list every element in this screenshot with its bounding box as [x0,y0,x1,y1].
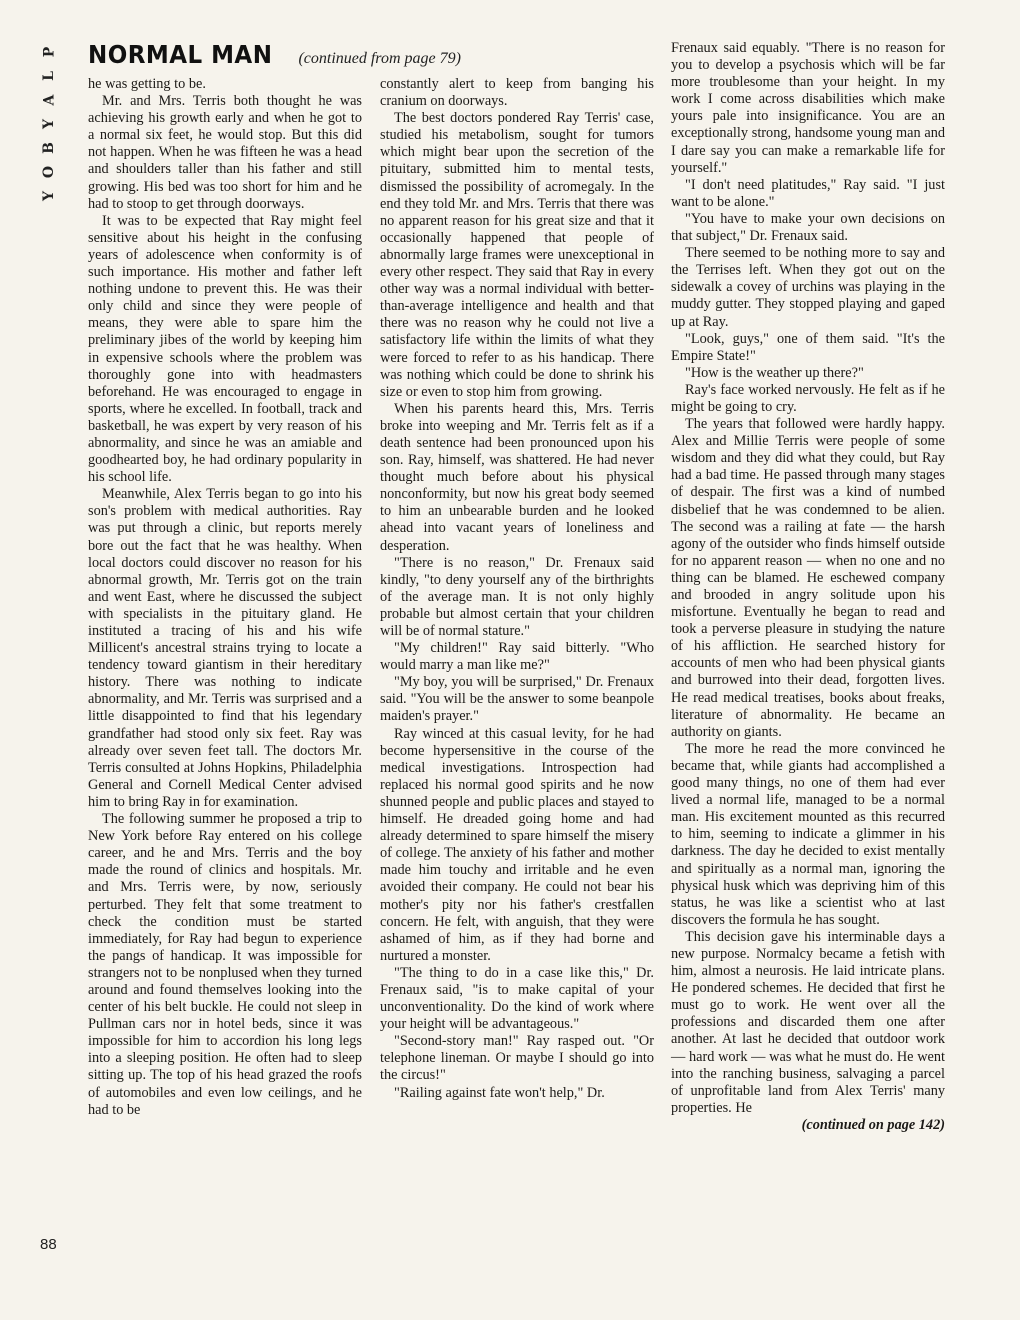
paragraph: It was to be expected that Ray might feel sensitive about his height in the confusing years of adolescence when conformity is of such importance. His mother and father left nothing undone to prevent this. He was their only child and since they were people of means, they were able to spare him the preliminary jibes of the world by keeping him in expensive schools where the problem was thoroughly gone into with headmasters beforehand. He was encouraged to engage in sports, where he excelled. In football, track and basketball, he was expert by very reason of his abnormality, and since he was an amiable and goodhearted boy, he had ordinary popularity in his school life. [88,212,362,486]
magazine-letter: Y [41,119,57,129]
magazine-letter: P [41,46,57,58]
paragraph: The more he read the more convinced he became that, while giants had accomplished a good many things, no one of them had ever lived a normal life, managed to be a normal man. His excitement mounted as this recurred to him, seeming to indicate a glimmer in his darkness. The day he decided to exist mentally and spiritually as a normal man, ignoring the physical husk which was depriving him of this status, he was like a scientist who at last discovers the formula he has sought. [671,740,945,928]
page-number: 88 [40,1236,57,1253]
text-column-3 [671,40,945,1134]
paragraph: "How is the weather up there?" [685,364,864,381]
paragraph: "You have to make your own decisions on that subject," Dr. Frenaux said. [671,210,945,245]
paragraph: "Second-story man!" Ray rasped out. "Or telephone lineman. Or maybe I should go into the circus!" [380,1033,654,1084]
paragraph: The best doctors pondered Ray Terris' case, studied his metabolism, sought for tumors which might bear upon the secretion of the pituitary, submitted him to mental tests, dismissed the possibility of acromegaly. In the end they told Mr. and Mrs. Terris that there was no apparent reason for his great size and that it occasionally happened that people of abnormally large frames were unexceptional in every other respect. They said that Ray in every other way was a normal individual with better-than-average intelligence and health and that there was no reason why he could not live a satisfactory life within the limits of what they were forced to refer to as his handicap. There was nothing which could be done to shrink his size or even to stop him from growing. [380,110,654,400]
continued-on-note: (continued on page 142) [801,1116,945,1133]
text-column-1 [88,76,362,1119]
paragraph: "Railing against fate won't help," Dr. [394,1084,605,1101]
paragraph: When his parents heard this, Mrs. Terris broke into weeping and Mr. Terris felt as if a death sentence had been pronounced upon his son. Ray, himself, was shattered. He had never thought much before about his physical nonconformity, but now his great body seemed to him an unbearable burden and he looked ahead into vacant years of loneliness and desperation. [380,400,654,554]
paragraph: "My boy, you will be surprised," Dr. Frenaux said. "You will be the answer to some beanpole maiden's prayer." [380,674,654,725]
paragraph: Meanwhile, Alex Terris began to go into his son's problem with medical authorities. Ray was put through a clinic, but reports merely bore out the fact that he was healthy. When local doctors could discover no reason for his abnormal growth, Mr. Terris got on the train and went East, where he discussed the subject with specialists in the pituitary gland. He instituted a tracing of his and his wife Millicent's ancestral strains trying to locate a tendency toward giantism in their hereditary history. There was nothing to indicate abnormality, and Mr. Terris was surprised and a little disappointed to find that his legendary grandfather had stood only six feet. Ray was already over seven feet tall. The doctors Mr. Terris consulted at Johns Hopkins, Philadelphia General and Cornell Medical Center advised him to bring Ray in for examination. [88,486,362,810]
paragraph: The years that followed were hardly happy. Alex and Millie Terris were people of some wisdom and they did what they could, but Ray had a bad time. He passed through many stages of despair. The first was a kind of numbed disbelief that he was condemned to be alien. The second was a railing at fate — the harsh agony of the outsider who finds himself outside for no apparent reason — when no one and no thing can be blamed. He eschewed company and brooded in angry solitude upon his misfortune. Eventually he began to read and took a perverse pleasure in studying the nature of his affliction. He searched history for accounts of men who had been physical giants and burrowed into their dead, forgotten lives. He read medical treatises, books about freaks, literature of abnormality. He became an authority on giants. [671,416,945,740]
paragraph: "My children!" Ray said bitterly. "Who would marry a man like me?" [380,640,654,674]
paragraph: constantly alert to keep from banging his cranium on doorways. [380,76,654,110]
paragraph: he was getting to be. [88,76,206,92]
paragraph: "There is no reason," Dr. Frenaux said kindly, "to deny yourself any of the birthrights of the average man. It is not only highly probable but almost certain that your children will be of normal stature." [380,554,654,639]
paragraph: Frenaux said equably. "There is no reason for you to develop a psychosis which will be far more troublesome than your height. In my work I come across disabilities which make yours pale into insignificance. You are an exceptionally strong, handsome young man and I dare say you can make a remarkable life for yourself." [671,40,945,176]
magazine-name-vertical [38,40,60,208]
article-header [88,40,461,72]
paragraph: "Look, guys," one of them said. "It's the Empire State!" [671,330,945,364]
paragraph: There seemed to be nothing more to say and the Terrises left. When they got out on the sidewalk a covey of urchins was playing in the muddy gutter. They stopped playing and gaped up at Ray. [671,245,945,330]
paragraph: "The thing to do in a case like this," Dr. Frenaux said, "is to make capital of your unconventionality. Do the kind of work where your height will be advantageous." [380,964,654,1033]
paragraph: Ray's face worked nervously. He felt as if he might be going to cry. [671,381,945,415]
paragraph: "I don't need platitudes," Ray said. "I just want to be alone." [671,176,945,210]
paragraph: This decision gave his interminable days a new purpose. Normalcy became a fetish with him, almost a neurosis. He laid intricate plans. He pondered schemes. He decided that first he must go to work. He went over all the professions and discarded them one after another. At last he decided that outdoor work — hard work — was what he must do. He went into the ranching business, salvaging a parcel of unprofitable land from Alex Terris' many properties. He [671,928,945,1116]
magazine-letter: O [40,165,57,179]
magazine-letter: L [41,71,57,81]
paragraph: The following summer he proposed a trip to New York before Ray entered on his college career, and he and Mrs. Terris and the boy made the round of clinics and hospitals. Mr. and Mrs. Terris were, by now, seriously perturbed. They felt that some treatment to check the condition must be started immediately, for Ray had begun to experience the pangs of handicap. It was impossible for strangers not to be nonplused when they turned around and found themselves looking into the center of his belt buckle. He could not sleep in Pullman cars nor in hotel beds, since it was impossible for him to accordion his long legs into a sleeping position. He often had to sleep sitting up. The top of his head grazed the roofs of automobiles and even low ceilings, and he had to be [88,811,362,1118]
magazine-letter: Y [41,191,57,201]
paragraph: Mr. and Mrs. Terris both thought he was achieving his growth early and when he got to a normal six feet, he would stop. But this did not happen. When he was fifteen he was a head and shoulders taller than his father and still growing. His bed was too short for him and he had to stoop to get through doorways. [88,93,362,212]
text-column-2 [380,76,654,1102]
magazine-letter: A [41,94,57,106]
paragraph: Ray winced at this casual levity, for he had become hypersensitive in the course of the medical investigations. Introspection had replaced his normal good spirits and he now shunned people and public places and stayed to himself. He dreaded going home and had already determined to spare himself the misery of college. The anxiety of his father and mother made him touchy and irritable and he even avoided their company. He could not bear his mother's pity nor his father's crestfallen concern. He felt, with anguish, that they were ashamed of him, as if they had borne and nurtured a monster. [380,725,654,964]
article-title: NORMAL MAN [88,40,273,69]
continued-from-note: (continued from page 79) [298,50,461,67]
magazine-letter: B [41,142,57,154]
